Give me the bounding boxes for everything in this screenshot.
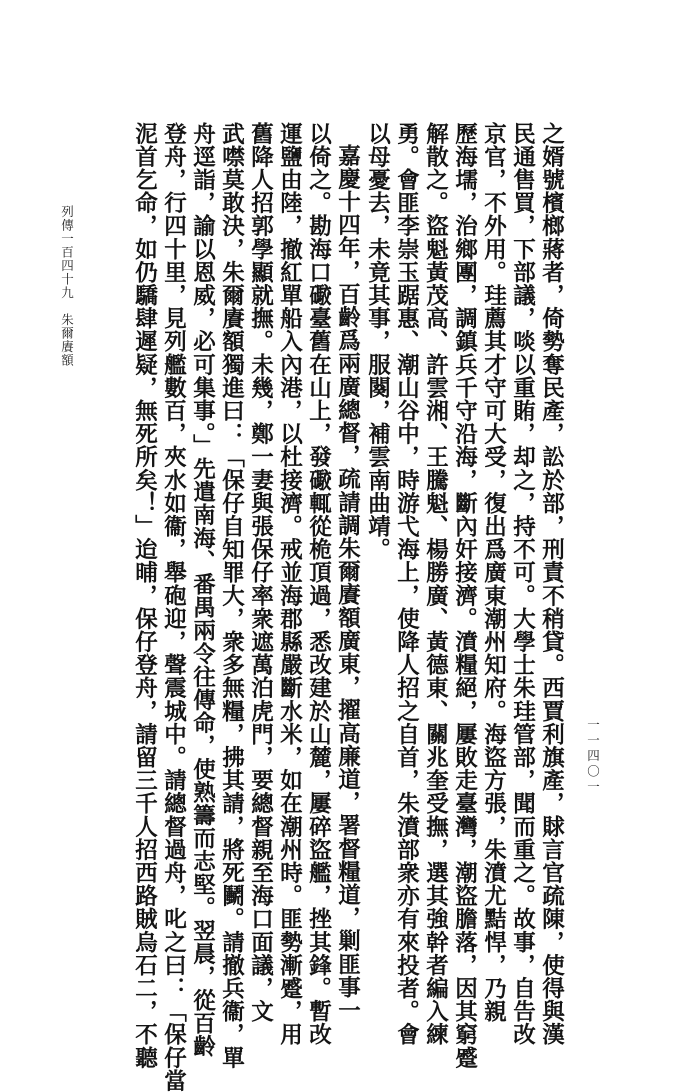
- text-column: 歷海壖，治鄉團，調鎮兵千守沿海，斷內奸接濟。濆糧絕，屢敗走臺灣，潮盜膽落，因其窮蹙: [451, 122, 478, 1070]
- text-column: 舊降人招郭學顯就撫。未幾，鄭一妻與張保仔率衆遮萬泊虎門，要總督親至海口面議，文: [247, 122, 274, 1023]
- text-column: 嘉慶十四年，百齡爲兩廣總督，疏請調朱爾賡額廣東，擢高廉道，署督糧道，剿匪事一: [334, 144, 361, 1022]
- text-column: 運鹽由陸，撤紅單船入內港，以杜接濟。戒並海郡縣嚴斷水米，如在潮州時。匪勢漸蹙，用: [276, 122, 303, 1046]
- text-column: 解散之。盜魁黃茂高、許雲湘、王騰魁、楊勝廣、黃德東、關兆奎受撫，選其強幹者編入練: [422, 122, 449, 1046]
- running-header: 列傳一百四十九 朱爾賡額: [59, 205, 75, 367]
- text-column: 武噤莫敢決，朱爾賡額獨進曰：「保仔自知罪大，衆多無糧，拂其請，將死鬭。請撤兵衞，單: [218, 122, 245, 1070]
- text-column: 民通售買，下部議，啖以重賄，却之，持不可。大學士朱珪管部，聞而重之。故事，自告改: [509, 122, 536, 1046]
- text-column: 之婿號檳榔蔣者，倚勢奪民產，訟於部，刑責不稍貸。西賈利旗產，賕言官疏陳，使得與漢: [538, 122, 565, 1046]
- text-column: 舟逕詣，諭以恩威，必可集事。」先遣南海、番禺兩令往傳命，使熟籌而志堅。翌晨，從百齡: [189, 122, 216, 1058]
- text-column: 登舟，行四十里，見列艦數百，夾水如衞，舉砲迎，聲震城中。請總督過舟，叱之曰：「保仔當: [160, 122, 187, 1092]
- text-column: 京官，不外用。珪薦其才守可大受，復出爲廣東潮州知府。海盜方張，朱濆尤黠悍，乃親: [480, 122, 507, 1023]
- text-column: 以母憂去，未竟其事，服闋，補雲南曲靖。: [364, 122, 391, 561]
- text-column: 勇。會匪李崇玉踞惠、潮山谷中，時游弋海上，使降人招之自首，朱濆部衆亦有來投者。會: [393, 122, 420, 1046]
- text-column: 泥首乞命，如仍驕肆遲疑，無死所矣！」迨晡，保仔登舟，請留三千人招西路賊烏石二，不聽: [131, 122, 158, 1070]
- page-number: 一一四〇一: [585, 718, 601, 796]
- text-column: 以倚之。勘海口礮臺舊在山上，發礮輒從桅頂過，悉改建於山麓，屢碎盜艦，挫其鋒。暫改: [305, 122, 332, 1046]
